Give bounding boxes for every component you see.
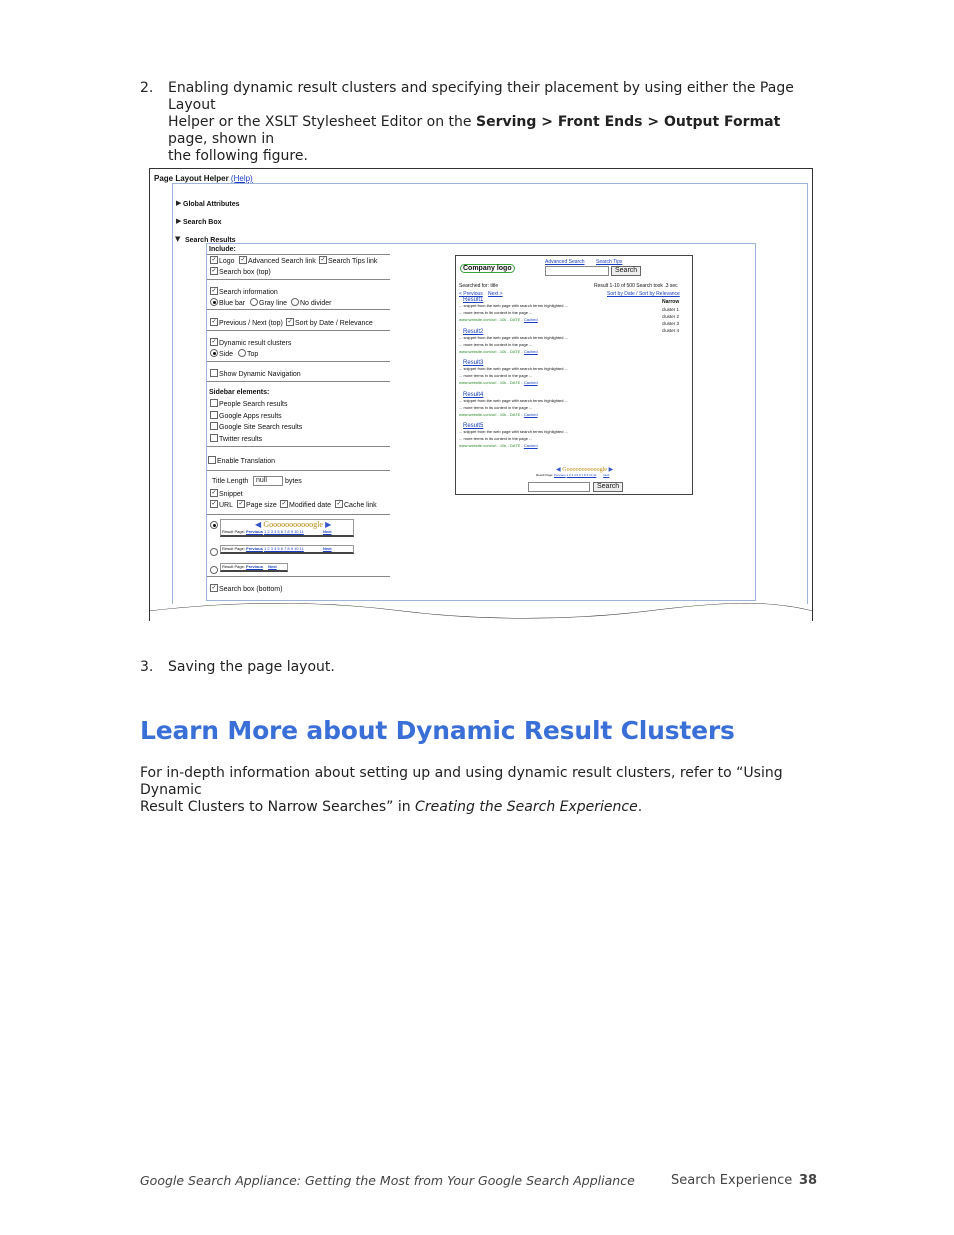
pager-row: [222, 546, 332, 551]
footer-book-title: Google Search Appliance: Getting the Most from Your Google Search Appliance: [140, 1173, 635, 1188]
pager-google-text: Gooooooooooogle: [263, 520, 323, 529]
pager-google: ◀ Gooooooooooogle ▶: [255, 520, 332, 529]
snippet-checkbox[interactable]: ✓: [211, 489, 217, 496]
top-radio[interactable]: [238, 349, 246, 357]
divider: [207, 446, 390, 447]
option-label: Previous / Next (top): [219, 320, 283, 327]
people-search-checkbox[interactable]: [210, 399, 218, 407]
logo-checkbox[interactable]: ✓: [211, 256, 217, 263]
pager-label: Result Page:: [222, 546, 245, 551]
option-label: Google Site Search results: [219, 424, 303, 431]
option-label: Twitter results: [219, 436, 263, 443]
title-length-label: Title Length: [212, 478, 249, 485]
side-radio[interactable]: [210, 349, 218, 357]
preview-sort-links[interactable]: Sort by Date / Sort by Relevance: [607, 291, 680, 297]
result-count-text: Result 1-10 of 500 Search took .3 sec: [594, 283, 678, 289]
dynamic-clusters-checkbox[interactable]: ✓: [211, 338, 217, 345]
option-label: Blue bar: [219, 300, 246, 307]
title-length-input[interactable]: null: [253, 476, 283, 486]
pager-label: Result Page:: [536, 473, 554, 477]
option-label: Side: [219, 351, 234, 358]
preview-search-input[interactable]: [545, 266, 609, 276]
pager-numbers[interactable]: 1 2 3 4 5 6 7 8 9 10 11: [566, 473, 597, 477]
pager-style-3-radio[interactable]: [210, 566, 218, 574]
pager-label: Result Page:: [222, 564, 245, 569]
search-box-bottom-checkbox[interactable]: ✓: [211, 584, 217, 591]
blue-bar-radio[interactable]: [210, 298, 218, 306]
preview-result-snippet: ... snippet from the web page with search terms highlighted ...: [459, 366, 568, 371]
torn-edge: [150, 597, 812, 621]
search-tips-link[interactable]: Search Tips: [596, 259, 623, 265]
include-label: Include:: [209, 246, 236, 253]
step-line-3: the following figure.: [168, 148, 308, 164]
option-label: Enable Translation: [217, 458, 275, 465]
preview-result-url: www.website.com/url - 10k - DATE - Cached: [459, 380, 538, 385]
preview-result-snippet: ... more terms in its context in the page ...: [459, 436, 533, 441]
pager-preview-medium: [220, 545, 354, 554]
preview-result-title[interactable]: Result5: [463, 423, 484, 429]
step-text-plain: Helper or the XSLT Stylesheet Editor on the: [168, 114, 476, 130]
help-link[interactable]: (Help): [230, 174, 253, 183]
cluster-item[interactable]: cluster 3: [662, 321, 680, 326]
pager-row: [222, 529, 332, 534]
google-apps-checkbox[interactable]: [210, 411, 218, 419]
option-label: Sort by Date / Relevance: [295, 320, 373, 327]
step-line-1: Enabling dynamic result clusters and specifying their placement by using either the Page Layout: [168, 80, 794, 113]
cluster-item[interactable]: cluster 4: [662, 328, 680, 333]
option-label: Logo: [219, 258, 235, 265]
option-label: Advanced Search link: [248, 258, 316, 265]
page-size-checkbox[interactable]: ✓: [238, 500, 244, 507]
preview-pager-google: Gooooooooooogle: [562, 467, 607, 473]
preview-cached-link[interactable]: Cached: [523, 317, 538, 322]
pager-preview-small: [220, 563, 288, 572]
preview-result-snippet: ... snippet from the web page with search terms highlighted ...: [459, 397, 568, 403]
site-search-checkbox[interactable]: [210, 422, 218, 430]
preview-result-snippet: ... more terms in its context in the page ...: [459, 373, 533, 378]
pager-numbers[interactable]: 1 2 3 4 5 6 7 8 9 10 11: [264, 529, 304, 534]
option-label: Search information: [219, 289, 278, 296]
search-results-panel: [206, 243, 756, 601]
preview-prev-link[interactable]: < Previous: [459, 291, 483, 297]
pager-style-1-radio[interactable]: [210, 521, 218, 529]
company-logo: [460, 264, 515, 273]
sort-by-checkbox[interactable]: ✓: [287, 318, 293, 325]
preview-bottom-search-button[interactable]: Search: [593, 482, 623, 492]
figure-title-text: Page Layout Helper: [154, 174, 229, 183]
sidebar-elements-label: Sidebar elements:: [209, 389, 270, 396]
preview-next-link[interactable]: Next >: [488, 291, 503, 297]
collapsed-arrow-icon[interactable]: ▶: [176, 217, 182, 225]
step-number: 2.: [140, 80, 154, 96]
divider: [207, 361, 390, 362]
section-paragraph: [140, 765, 820, 816]
pager-row: [222, 564, 277, 569]
paragraph-text: Result Clusters to Narrow Searches” in: [140, 799, 416, 815]
pager-next-link[interactable]: Next: [322, 529, 332, 534]
cluster-item[interactable]: cluster 1: [662, 307, 680, 312]
section-heading: Learn More about Dynamic Result Clusters: [140, 716, 735, 745]
pager-next-link[interactable]: Next: [268, 564, 277, 569]
dynamic-navigation-checkbox[interactable]: [210, 369, 218, 377]
collapsed-arrow-icon[interactable]: ▶: [176, 199, 182, 207]
cache-link-checkbox[interactable]: ✓: [336, 500, 342, 507]
cluster-item[interactable]: cluster 2: [662, 314, 680, 319]
option-label: Search box (bottom): [219, 586, 283, 593]
option-label: Google Apps results: [219, 413, 282, 420]
step-number: 3.: [140, 659, 154, 675]
divider: [207, 381, 390, 382]
option-label: Show Dynamic Navigation: [219, 371, 301, 378]
prev-next-checkbox[interactable]: ✓: [211, 318, 217, 325]
step-text: Saving the page layout.: [168, 659, 335, 675]
preview-result-title[interactable]: Result1: [463, 297, 484, 303]
pager-preview-large: [220, 519, 354, 537]
adv-search-checkbox[interactable]: ✓: [240, 256, 246, 263]
url-checkbox[interactable]: ✓: [211, 500, 217, 507]
preview-pager: ◀ Gooooooooooogle ▶: [556, 467, 614, 473]
divider: [207, 330, 390, 331]
preview-cached-link[interactable]: Cached: [523, 443, 538, 448]
pager-next-link[interactable]: Next: [322, 546, 332, 551]
search-box-top-checkbox[interactable]: ✓: [211, 267, 217, 274]
option-label: People Search results: [219, 401, 288, 408]
company-logo-text: Company logo: [460, 264, 515, 273]
footer-section: Search Experience: [671, 1173, 793, 1188]
footer-page-number: 38: [799, 1173, 818, 1188]
expanded-arrow-icon[interactable]: ▼: [175, 235, 181, 243]
modified-date-checkbox[interactable]: ✓: [281, 500, 287, 507]
book-title: Creating the Search Experience: [415, 799, 638, 815]
searched-for-text: Searched for: title: [459, 283, 499, 289]
option-label: Cache link: [344, 502, 377, 509]
preview-result-title[interactable]: Result3: [463, 360, 484, 366]
narrow-label: Narrow: [662, 299, 680, 305]
preview-result-title[interactable]: Result4: [463, 391, 484, 398]
paragraph-line-1: For in-depth information about setting up and using dynamic result clusters, refer to “Using Dynamic: [140, 765, 783, 798]
preview-cached-link[interactable]: Cached: [523, 348, 538, 354]
preview-result-snippet: ... snippet from the web page with search terms highlighted ...: [459, 303, 568, 308]
divider: [207, 470, 390, 471]
preview-result-url: www.website.com/url - 10k - DATE - Cached: [459, 317, 538, 322]
option-label: Page size: [246, 502, 277, 509]
menu-path: Serving > Front Ends > Output Format: [475, 114, 781, 130]
pager-style-2-radio[interactable]: [210, 548, 218, 556]
option-label: Dynamic result clusters: [219, 340, 292, 347]
divider: [207, 514, 390, 515]
preview-result-url: www.website.com/url - 10k - DATE - Cached: [459, 348, 538, 354]
preview-result-title[interactable]: Result2: [463, 328, 484, 335]
paragraph-text: .: [637, 799, 643, 815]
option-label: Snippet: [219, 491, 243, 498]
pager-numbers[interactable]: 1 2 3 4 5 6 7 8 9 10 11: [264, 546, 304, 551]
option-label: No divider: [300, 300, 332, 307]
preview-result-url: www.website.com/url - 10k - DATE - Cached: [459, 443, 538, 448]
translation-checkbox[interactable]: [208, 456, 216, 464]
preview-result-snippet: ... snippet from the web page with search terms highlighted ...: [459, 429, 568, 434]
pager-label: Result Page:: [222, 529, 245, 534]
step-text-plain: page, shown in: [168, 131, 275, 147]
search-tips-checkbox[interactable]: ✓: [320, 256, 326, 263]
layout-preview: [455, 255, 693, 495]
option-label: Modified date: [289, 502, 332, 509]
pager-prev-link[interactable]: Previous: [246, 546, 263, 551]
gray-line-radio[interactable]: [250, 298, 258, 306]
option-label: Search box (top): [219, 269, 271, 276]
option-label: Top: [247, 351, 259, 358]
option-label: URL: [219, 502, 234, 509]
search-info-checkbox[interactable]: ✓: [211, 287, 217, 294]
global-attributes-toggle[interactable]: Global Attributes: [183, 201, 240, 208]
pager-prev-link[interactable]: Previous: [246, 529, 263, 534]
advanced-search-link[interactable]: Advanced Search: [545, 259, 585, 265]
divider: [207, 576, 390, 577]
preview-cached-link[interactable]: Cached: [523, 380, 538, 385]
figure-title: [154, 174, 253, 183]
preview-pager-row: [536, 473, 609, 477]
option-label: Gray line: [259, 300, 288, 307]
step-text: [168, 80, 818, 165]
pager-prev-link[interactable]: Previous: [554, 473, 566, 477]
step-line-2: [168, 114, 818, 148]
option-label: Search Tips link: [328, 258, 378, 265]
page-layout-helper-figure: [149, 168, 813, 621]
preview-result-url: www.website.com/url - 10k - DATE - Cached: [459, 411, 538, 417]
paragraph-line-2: [140, 799, 820, 816]
twitter-checkbox[interactable]: [210, 434, 218, 442]
divider: [207, 279, 390, 280]
divider: [207, 309, 390, 310]
pager-prev-link[interactable]: Previous: [246, 564, 263, 569]
preview-result-snippet: ... more terms in its context in the page ...: [459, 310, 533, 315]
preview-cached-link[interactable]: Cached: [523, 411, 538, 417]
search-box-toggle[interactable]: Search Box: [183, 219, 222, 226]
preview-bottom-search-input[interactable]: [528, 482, 590, 492]
preview-result-snippet: ... more terms in its context in the page ...: [459, 404, 533, 410]
no-divider-radio[interactable]: [291, 298, 299, 306]
preview-search-button[interactable]: Search: [611, 266, 641, 276]
divider: [207, 254, 390, 255]
preview-result-snippet: ... more terms in its context in the page ...: [459, 341, 533, 347]
bytes-label: bytes: [285, 478, 302, 485]
search-results-toggle[interactable]: Search Results: [185, 237, 236, 244]
pager-next-link[interactable]: Next: [603, 473, 610, 477]
preview-result-snippet: ... snippet from the web page with search terms highlighted ...: [459, 334, 568, 340]
